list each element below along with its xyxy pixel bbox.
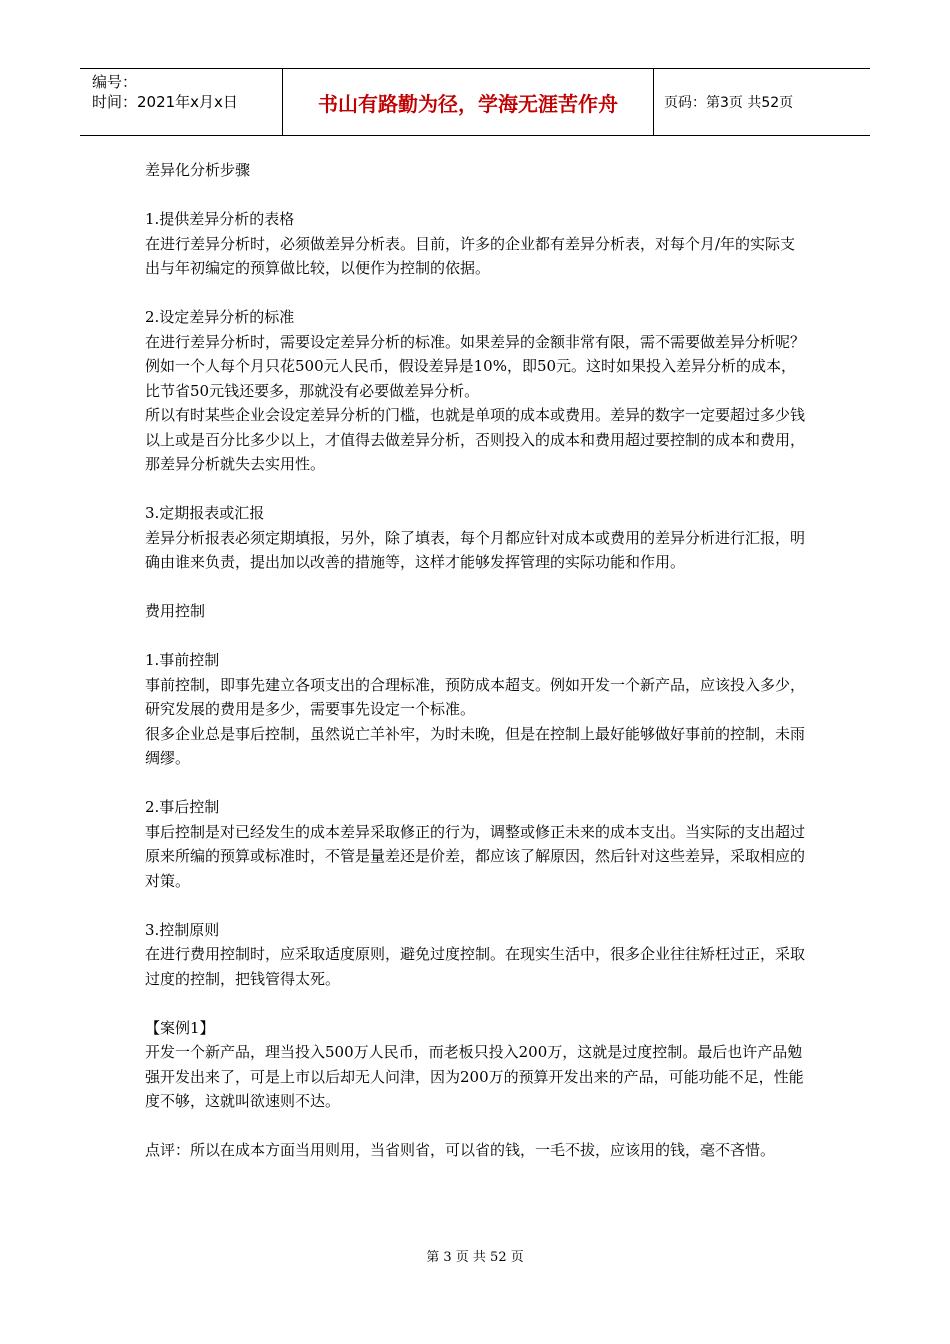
document-date: 时间：2021年x月x日 bbox=[92, 93, 238, 111]
paragraph: 所以有时某些企业会设定差异分析的门槛，也就是单项的成本或费用。差异的数字一定要超过多少钱以上或是百分比多少以上，才值得去做差异分析，否则投入的成本和费用超过要控制的成本和费用，那差异分析就失去实用性。 bbox=[145, 406, 806, 473]
header-page-info: 页码：第3页 共52页 bbox=[664, 95, 794, 111]
paragraph: 开发一个新产品，理当投入500万人民币，而老板只投入200万，这就是过度控制。最后也许产品勉强开发出来了，可是上市以后却无人问津，因为200万的预算开发出来的产品，可能功能不足，性能度不够，这就叫欲速则不达。 bbox=[145, 1043, 804, 1110]
paragraph: 在进行费用控制时，应采取适度原则，避免过度控制。在现实生活中，很多企业往往矫枉过正，采取过度的控制，把钱管得太死。 bbox=[145, 945, 806, 988]
header-motto: 书山有路勤为径，学海无涯苦作舟 bbox=[282, 69, 654, 135]
document-body bbox=[145, 158, 810, 1163]
paragraph: 事后控制是对已经发生的成本差异采取修正的行为，调整或修正未来的成本支出。当实际的支出超过原来所编的预算或标准时，不管是量差还是价差，都应该了解原因，然后针对这些差异，采取相应的对策。 bbox=[145, 822, 806, 890]
document-number-label: 编号： bbox=[92, 73, 138, 91]
header-left-cell bbox=[80, 69, 282, 135]
page-footer: 第 3 页 共 52 页 bbox=[426, 1250, 524, 1265]
section-heading: 1.提供差异分析的表格 bbox=[145, 210, 295, 228]
paragraph: 在进行差异分析时，需要设定差异分析的标准。如果差异的金额非常有限，需不需要做差异分析呢？例如一个人每个月只花500元人民币，假设差异是10%，即50元。这时如果投入差异分析的成本，比节省50元钱还要多，那就没有必要做差异分析。 bbox=[145, 332, 806, 400]
paragraph: 在进行差异分析时，必须做差异分析表。目前，许多的企业都有差异分析表，对每个月/年的实际支出与年初编定的预算做比较，以便作为控制的依据。 bbox=[145, 234, 796, 277]
paragraph: 差异分析报表必须定期填报，另外，除了填表，每个月都应针对成本或费用的差异分析进行汇报，明确由谁来负责，提出加以改善的措施等，这样才能够发挥管理的实际功能和作用。 bbox=[145, 528, 806, 571]
page-header bbox=[80, 68, 870, 136]
section-heading: 2.事后控制 bbox=[145, 798, 220, 816]
section-heading: 3.控制原则 bbox=[145, 920, 220, 939]
case-heading: 【案例1】 bbox=[145, 1018, 215, 1037]
section-heading: 1.事前控制 bbox=[145, 651, 220, 669]
comment-paragraph: 点评：所以在成本方面当用则用，当省则省，可以省的钱，一毛不拔，应该用的钱，毫不吝惜。 bbox=[145, 1141, 776, 1159]
section-heading: 2.设定差异分析的标准 bbox=[145, 308, 295, 326]
paragraph: 事前控制，即事先建立各项支出的合理标准，预防成本超支。例如开发一个新产品，应该投入多少，研究发展的费用是多少，需要事先设定一个标准。 bbox=[145, 675, 806, 718]
section-heading: 3.定期报表或汇报 bbox=[145, 504, 265, 522]
document-title: 差异化分析步骤 bbox=[145, 161, 251, 179]
paragraph: 很多企业总是事后控制，虽然说亡羊补牢，为时未晚，但是在控制上最好能够做好事前的控制，未雨绸缪。 bbox=[145, 724, 806, 767]
section-title: 费用控制 bbox=[145, 602, 206, 620]
